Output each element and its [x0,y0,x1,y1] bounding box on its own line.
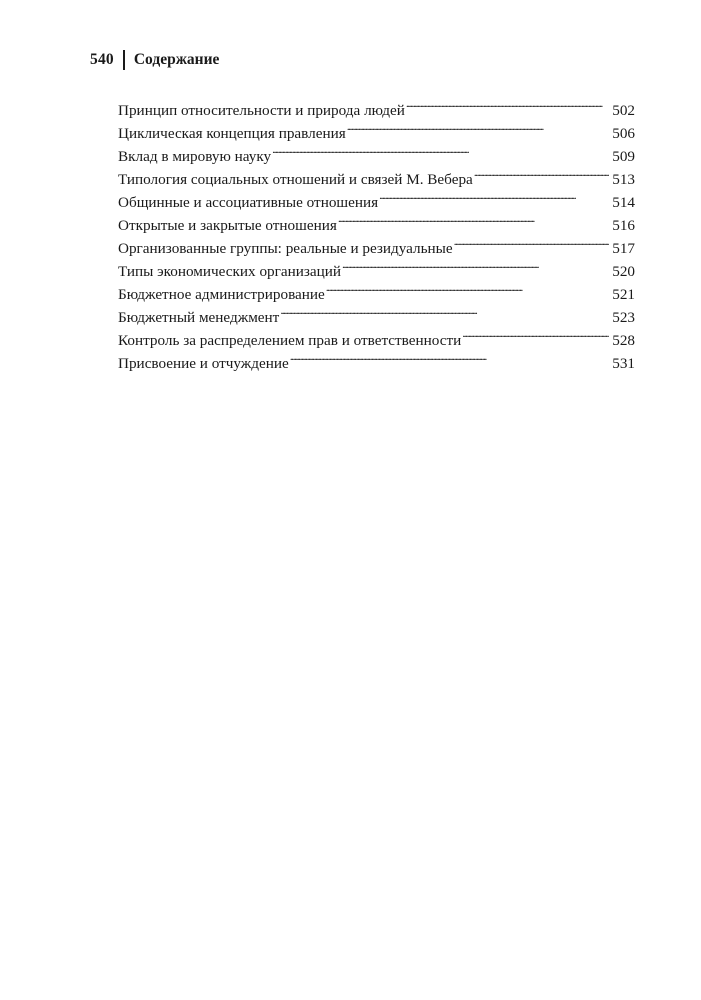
toc-entry-title: Принцип относительности и природа людей [118,102,405,119]
toc-entry-title: Типология социальных отношений и связей М. Вебера [118,171,473,188]
toc-entry-page: 509 [612,148,635,165]
dot-leader [290,345,609,368]
page-number: 540 [90,51,114,68]
toc-entry-title: Вклад в мировую науку [118,148,272,165]
dot-leader [272,138,609,161]
toc-entry-page: 506 [612,125,635,142]
toc-entry-title: Контроль за распределением прав и ответственности [118,332,462,349]
toc-entry-page: 514 [612,194,635,211]
toc-entry-title: Бюджетное администрирование [118,286,325,303]
toc-entry-title: Общинные и ассоциативные отношения [118,194,379,211]
dot-leader [347,115,610,138]
toc-entry-title: Присвоение и отчуждение [118,355,289,372]
toc-entry-title: Организованные группы: реальные и резидуальные [118,240,453,257]
toc-entry-title: Открытые и закрытые отношения [118,217,337,234]
toc-entry-page: 528 [612,332,635,349]
toc-entry-page: 521 [612,286,635,303]
toc-entry-title: Типы экономических организаций [118,263,341,280]
header-divider [123,50,125,70]
running-head [90,46,219,74]
toc-entry-page: 513 [612,171,635,188]
table-of-contents [118,92,635,372]
dot-leader [474,161,609,184]
toc-entry-page: 502 [612,102,635,119]
dot-leader [462,322,609,345]
toc-entry-title: Циклическая концепция правления [118,125,346,142]
toc-entry [118,92,635,119]
dot-leader [454,230,610,253]
section-title: Содержание [133,51,220,68]
dot-leader [406,92,609,115]
toc-entry-page: 523 [612,309,635,326]
toc-entry-page: 517 [612,240,635,257]
toc-entry-title: Бюджетный менеджмент [118,309,280,326]
dot-leader [280,299,609,322]
dot-leader [342,253,609,276]
dot-leader [326,276,609,299]
dot-leader [338,207,609,230]
toc-entry-page: 520 [612,263,635,280]
dot-leader [379,184,609,207]
toc-entry-page: 531 [612,355,635,372]
toc-entry-page: 516 [612,217,635,234]
